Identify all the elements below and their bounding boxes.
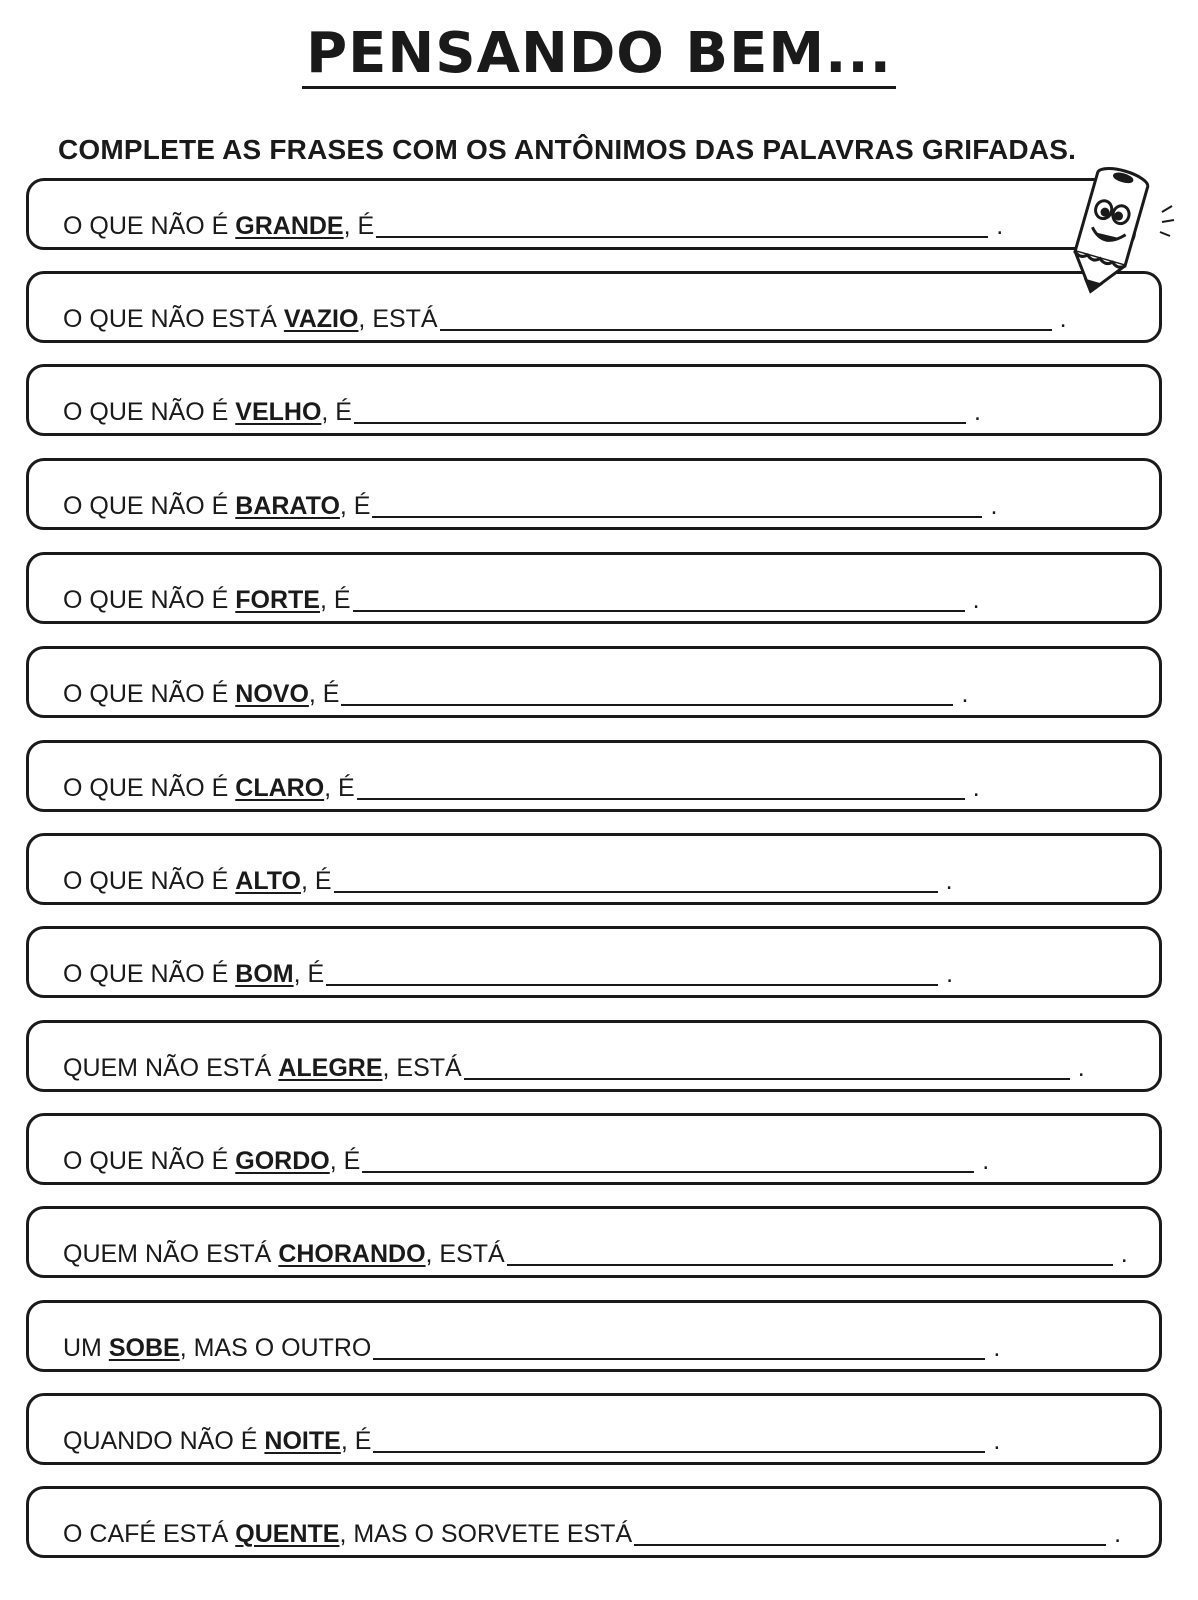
sentence-prefix: O QUE NÃO É bbox=[63, 398, 236, 426]
underlined-keyword: ALEGRE bbox=[278, 1054, 383, 1082]
exercise-row bbox=[26, 1206, 1162, 1278]
answer-blank[interactable] bbox=[440, 329, 1052, 331]
underlined-keyword: CLARO bbox=[235, 774, 325, 802]
sentence bbox=[63, 585, 980, 615]
sentence-prefix: O QUE NÃO É bbox=[63, 212, 236, 240]
sentence bbox=[63, 1333, 1000, 1363]
sentence-suffix: , É bbox=[321, 398, 352, 426]
sentence bbox=[63, 1146, 989, 1176]
sentence-prefix: UM bbox=[63, 1334, 109, 1362]
underlined-keyword: QUENTE bbox=[235, 1520, 340, 1548]
sentence-period: . bbox=[946, 960, 954, 988]
sentence bbox=[63, 304, 1067, 334]
sentence bbox=[63, 679, 968, 709]
underlined-keyword: VAZIO bbox=[283, 305, 359, 333]
sentence-suffix: , É bbox=[339, 492, 371, 520]
sentence-period: . bbox=[993, 1334, 1001, 1362]
sentence-suffix: , ESTÁ bbox=[382, 1054, 462, 1082]
sentence-prefix: O QUE NÃO É bbox=[63, 492, 236, 520]
exercise-row bbox=[26, 1486, 1162, 1558]
answer-blank[interactable] bbox=[464, 1078, 1070, 1080]
sentence-prefix: QUANDO NÃO É bbox=[63, 1427, 265, 1455]
sentence-prefix: O QUE NÃO É bbox=[63, 680, 236, 708]
pencil-character-icon bbox=[1034, 156, 1184, 306]
answer-blank[interactable] bbox=[372, 516, 982, 518]
sentence-suffix: , É bbox=[319, 586, 351, 614]
sentence-period: . bbox=[973, 398, 981, 426]
sentence-suffix: , É bbox=[301, 867, 332, 895]
exercise-row bbox=[26, 364, 1162, 436]
answer-blank[interactable] bbox=[376, 236, 988, 238]
answer-blank[interactable] bbox=[634, 1544, 1106, 1546]
answer-blank[interactable] bbox=[373, 1358, 985, 1360]
sentence-prefix: O QUE NÃO É bbox=[63, 1147, 236, 1175]
sentence bbox=[63, 397, 981, 427]
exercise-row bbox=[26, 458, 1162, 530]
exercise-row bbox=[26, 178, 1136, 250]
sentence-period: . bbox=[972, 586, 980, 614]
sentence bbox=[63, 211, 1003, 241]
exercise-row bbox=[26, 1300, 1162, 1372]
exercise-row bbox=[26, 1020, 1162, 1092]
sentence bbox=[63, 1426, 1000, 1456]
sentence bbox=[63, 959, 953, 989]
instruction-text: COMPLETE AS FRASES COM OS ANTÔNIMOS DAS PALAVRAS GRIFADAS. bbox=[58, 134, 1077, 165]
answer-blank[interactable] bbox=[353, 610, 965, 612]
underlined-keyword: NOITE bbox=[264, 1427, 341, 1455]
sentence-period: . bbox=[972, 774, 980, 802]
sentence-period: . bbox=[1059, 305, 1067, 333]
exercise-row bbox=[26, 1113, 1162, 1185]
sentence-prefix: QUEM NÃO ESTÁ bbox=[63, 1240, 279, 1268]
answer-blank[interactable] bbox=[326, 984, 938, 986]
exercise-row bbox=[26, 833, 1162, 905]
underlined-keyword: SOBE bbox=[108, 1334, 180, 1362]
sentence-period: . bbox=[945, 867, 953, 895]
page-title bbox=[0, 22, 1198, 89]
underlined-keyword: GRANDE bbox=[235, 212, 344, 240]
sentence-period: . bbox=[993, 1427, 1001, 1455]
underlined-keyword: NOVO bbox=[235, 680, 309, 708]
underlined-keyword: CHORANDO bbox=[278, 1240, 426, 1268]
sentence bbox=[63, 1053, 1085, 1083]
sentence-period: . bbox=[1077, 1054, 1085, 1082]
sentence bbox=[63, 491, 997, 521]
sentence-prefix: QUEM NÃO ESTÁ bbox=[63, 1054, 279, 1082]
sentence-prefix: O QUE NÃO É bbox=[63, 774, 236, 802]
sentence-period: . bbox=[990, 492, 998, 520]
sentence-suffix: , É bbox=[340, 1427, 372, 1455]
exercise-row bbox=[26, 740, 1162, 812]
exercise-row bbox=[26, 646, 1162, 718]
sentence-suffix: , É bbox=[343, 212, 375, 240]
sentence-prefix: O QUE NÃO É bbox=[63, 586, 236, 614]
sentence-suffix: , MAS O SORVETE ESTÁ bbox=[339, 1520, 633, 1548]
sentence-prefix: O QUE NÃO ESTÁ bbox=[63, 305, 284, 333]
sentence bbox=[63, 773, 980, 803]
answer-blank[interactable] bbox=[357, 798, 965, 800]
answer-blank[interactable] bbox=[373, 1451, 985, 1453]
underlined-keyword: VELHO bbox=[235, 398, 322, 426]
page-title-text: PENSANDO BEM... bbox=[302, 22, 896, 89]
sentence-period: . bbox=[1120, 1240, 1128, 1268]
answer-blank[interactable] bbox=[362, 1171, 974, 1173]
exercise-row bbox=[26, 271, 1162, 343]
sentence-suffix: , É bbox=[293, 960, 325, 988]
underlined-keyword: ALTO bbox=[235, 867, 302, 895]
sentence bbox=[63, 1239, 1128, 1269]
sentence-period: . bbox=[996, 212, 1004, 240]
exercise-row bbox=[26, 926, 1162, 998]
sentence-suffix: , É bbox=[308, 680, 340, 708]
sentence-suffix: , ESTÁ bbox=[358, 305, 438, 333]
sentence-prefix: O CAFÉ ESTÁ bbox=[63, 1520, 236, 1548]
sentence-suffix: , É bbox=[324, 774, 355, 802]
sentence-prefix: O QUE NÃO É bbox=[63, 960, 236, 988]
answer-blank[interactable] bbox=[507, 1264, 1113, 1266]
exercise-row bbox=[26, 552, 1162, 624]
answer-blank[interactable] bbox=[341, 704, 953, 706]
underlined-keyword: FORTE bbox=[235, 586, 320, 614]
sentence-period: . bbox=[982, 1147, 990, 1175]
sentence-period: . bbox=[961, 680, 969, 708]
underlined-keyword: BOM bbox=[235, 960, 294, 988]
sentence-period: . bbox=[1114, 1520, 1122, 1548]
answer-blank[interactable] bbox=[354, 422, 966, 424]
exercise-row bbox=[26, 1393, 1162, 1465]
sentence bbox=[63, 1519, 1121, 1549]
sentence-suffix: , MAS O OUTRO bbox=[179, 1334, 372, 1362]
underlined-keyword: BARATO bbox=[235, 492, 340, 520]
sentence bbox=[63, 866, 953, 896]
sentence-suffix: , ESTÁ bbox=[425, 1240, 505, 1268]
sentence-suffix: , É bbox=[329, 1147, 361, 1175]
underlined-keyword: GORDO bbox=[235, 1147, 330, 1175]
sentence-prefix: O QUE NÃO É bbox=[63, 867, 236, 895]
answer-blank[interactable] bbox=[334, 891, 938, 893]
